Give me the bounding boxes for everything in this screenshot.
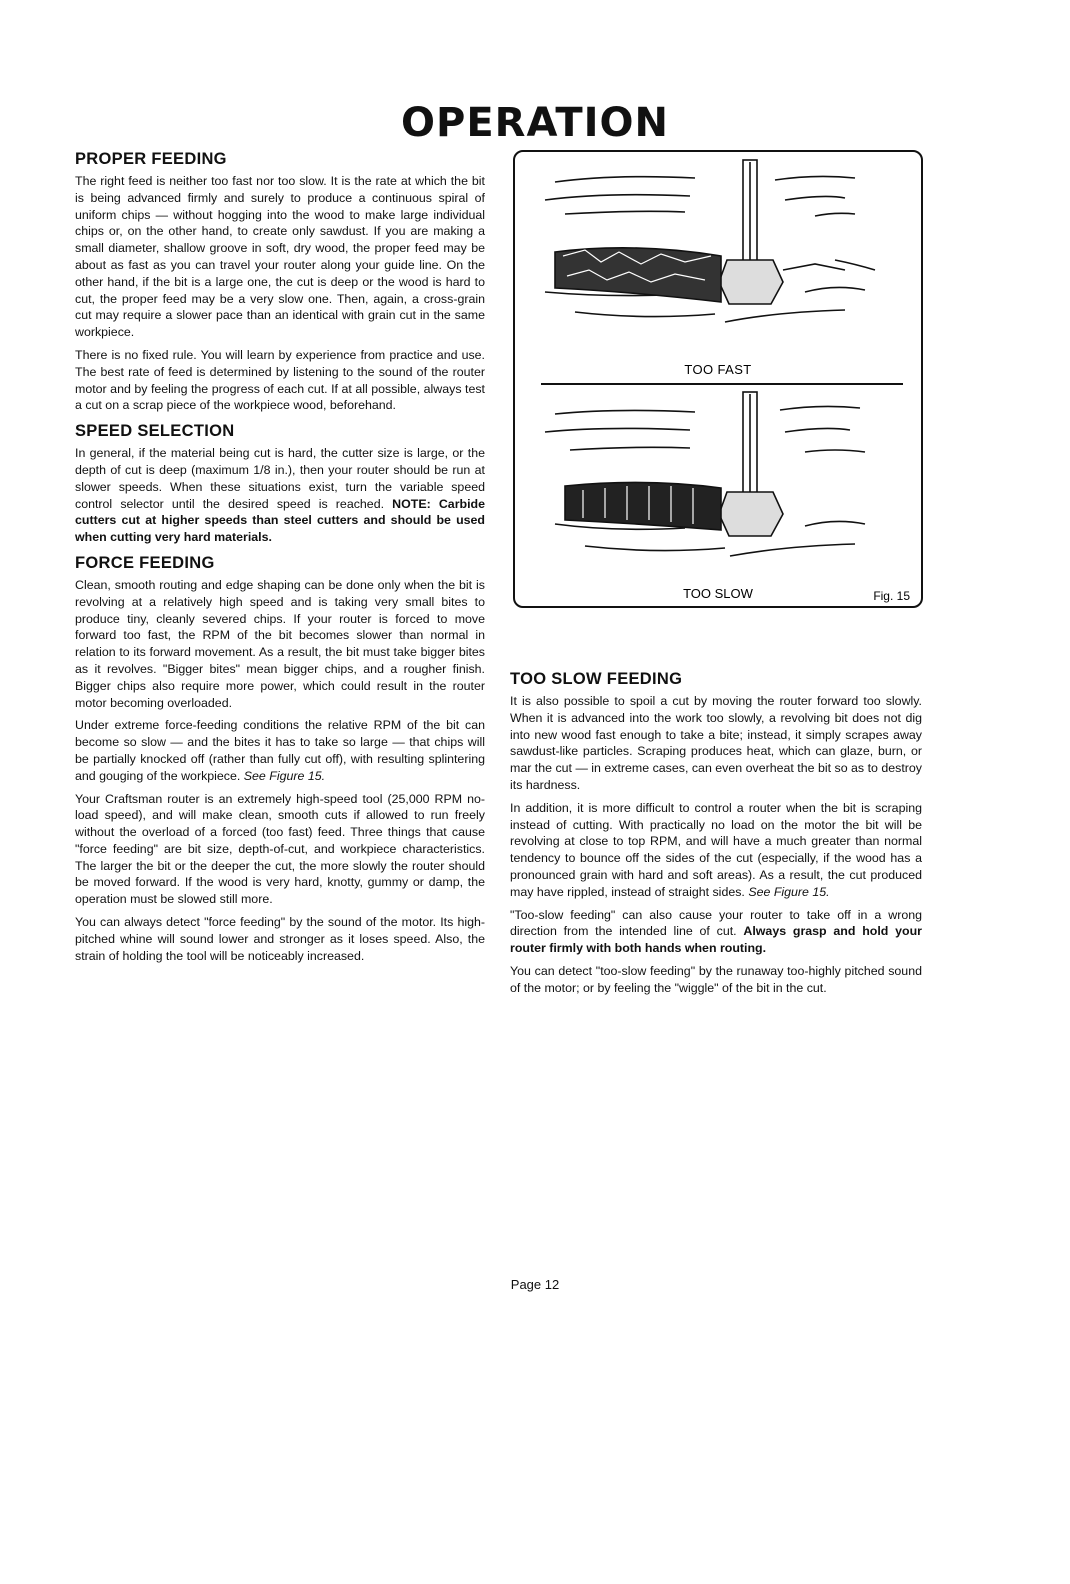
figure-reference: See Figure 15. [748,884,830,899]
paragraph: You can always detect "force feeding" by the sound of the motor. Its high-pitched whine will sound lower and stronger as it loses speed. Also, the strain of holding the tool will be noticeably increased. [75,915,485,963]
paragraph [75,717,485,784]
page-title: OPERATION [401,100,669,146]
too-slow-illustration [545,392,865,556]
figure-15 [513,150,923,608]
paragraph-text: Under extreme force-feeding conditions the relative RPM of the bit can become so slow — and the bites it has to take so large — that chips will be partially knocked off (rather than fully cut off), with resulting splintering and gouging of the workpiece. [75,718,485,783]
label-too-slow: TOO SLOW [683,586,753,601]
paragraph-text: "Too-slow feeding" can also cause your router to take off in a wrong direction from the intended line of cut. [510,907,922,939]
paragraph: There is no fixed rule. You will learn by experience from practice and use. The best rate of feed is determined by listening to the sound of the router motor and by feeling the progress of each cut. If at all possible, always test a cut on a scrap piece of the workpiece wood, beforehand. [75,347,485,413]
paragraph [510,907,922,957]
paragraph-text: In general, if the material being cut is hard, the cutter size is large, or the depth of cut is deep (maximum 1/8 in.), then your router should be run at slower speeds. When these situations exist, turn the variable speed control selector until the desired speed is reached. [75,446,485,511]
warning-text: Always grasp and hold your router firmly with both hands when routing. [510,924,922,956]
note-text: NOTE: Carbide cutters cut at higher speeds than steel cutters and should be used when cutting very hard materials. [75,496,485,545]
page-number: Page 12 [510,1277,560,1292]
paragraph: Your Craftsman router is an extremely high-speed tool (25,000 RPM no-load speed), and will make clean, smooth cuts if allowed to run freely without the overload of a forced (too fast) feed. Three things that cause "force feeding" are bit size, depth-of-cut, and workpiece characteristics. The larger the bit or the deeper the cut, the more slowly the router should be moved forward. If the wood is very hard, knotty, gummy or damp, the operation must be slowed still more. [75,791,485,907]
heading-speed-selection: SPEED SELECTION [75,422,235,441]
too-fast-illustration [545,160,875,322]
paragraph [75,445,485,546]
paragraph: The right feed is neither too fast nor too slow. It is the rate at which the bit is being advanced firmly and surely to produce a continuous spiral of uniform chips — without hogging into the wood to make large individual chips or, on the other hand, to create only sawdust. If you are making a small diameter, shallow groove in soft, dry wood, the proper feed may be about as fast as you can travel your router along your guide line. On the other hand, if the bit is a large one, the cut is deep or the wood is hard to cut, the proper feed may be a very slow one. Then, again, a cross-grain cut may require a slower pace than an identical with grain cut in the same workpiece. [75,174,485,340]
right-column [510,670,922,1005]
paragraph [510,800,922,901]
router-bit-illustration [515,152,921,606]
left-column [75,150,485,972]
heading-force-feeding: FORCE FEEDING [75,553,215,572]
section-speed-selection [75,422,485,546]
heading-too-slow-feeding: TOO SLOW FEEDING [510,670,683,688]
figure-reference: See Figure 15. [243,768,326,783]
paragraph: Clean, smooth routing and edge shaping can be done only when the bit is revolving at a relatively high speed and is taking very small bites to produce tiny, cleanly severed chips. If your router is forced to move forward too fast, the RPM of the bit becomes slower than normal in relation to its forward movement. As a result, the bit must take bigger bites as it revolves. "Bigger bites" mean bigger chips, and a rougher finish. Bigger chips also require more power, which could result in the router motor becoming overloaded. [75,577,485,710]
label-too-fast: TOO FAST [684,362,752,377]
section-proper-feeding [75,150,485,414]
section-force-feeding [75,554,485,965]
figure-number: Fig. 15 [873,589,910,603]
paragraph-text: In addition, it is more difficult to control a router when the bit is scraping instead of cutting. With practically no load on the motor the bit will be revolving at close to top RPM, and will have a much greater than normal tendency to bounce off the sides of the cut (especially, if the wood has a pronounced grain with hard and soft areas). As a result, the cut produced may have rippled, instead of straight sides. [510,800,922,899]
paragraph: It is also possible to spoil a cut by moving the router forward too slowly. When it is advanced into the work too slowly, a revolving bit does not dig into new wood fast enough to take a bite; instead, it simply scrapes away sawdust-like particles. Scraping produces heat, which can glaze, burn, or mar the cut — in extreme cases, can even overheat the bit so as to destroy its hardness. [510,694,922,792]
section-too-slow-feeding [510,670,922,997]
heading-proper-feeding: PROPER FEEDING [75,150,227,168]
paragraph: You can detect "too-slow feeding" by the runaway too-highly pitched sound of the motor; or by feeling the "wiggle" of the bit in the cut. [510,963,922,995]
